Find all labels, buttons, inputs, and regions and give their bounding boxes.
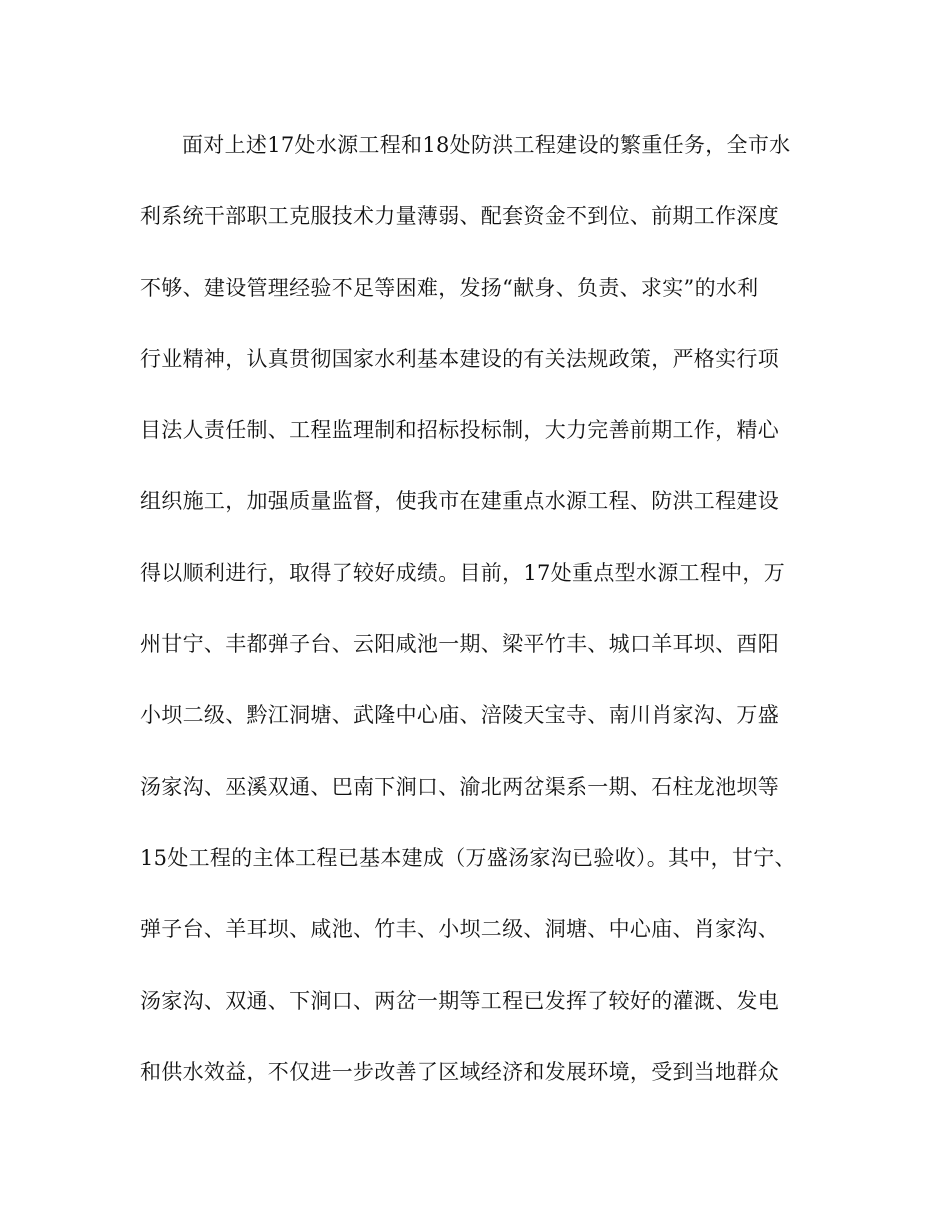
text-line: 得以顺利进行，取得了较好成绩。目前，17处重点型水源工程中，万 (140, 560, 786, 585)
text-line: 州甘宁、丰都弹子台、云阳咸池一期、梁平竹丰、城口羊耳坝、酉阳 (140, 632, 779, 657)
text-line: 小坝二级、黔江洞塘、武隆中心庙、涪陵天宝寺、南川肖家沟、万盛 (140, 703, 779, 728)
text-line: 汤家沟、双通、下涧口、两岔一期等工程已发挥了较好的灌溉、发电 (140, 988, 779, 1013)
text-line: 弹子台、羊耳坝、咸池、竹丰、小坝二级、洞塘、中心庙、肖家沟、 (140, 917, 779, 942)
text-line: 汤家沟、巫溪双通、巴南下涧口、渝北两岔渠系一期、石柱龙池坝等 (140, 774, 779, 799)
text-line: 行业精神，认真贯彻国家水利基本建设的有关法规政策，严格实行项 (140, 346, 779, 371)
body-paragraph (140, 124, 820, 1122)
text-line: 不够、建设管理经验不足等困难，发扬“献身、负责、求实”的水利 (140, 275, 759, 300)
text-line: 利系统干部职工克服技术力量薄弱、配套资金不到位、前期工作深度 (140, 204, 779, 229)
text-line: 目法人责任制、工程监理制和招标投标制，大力完善前期工作，精心 (140, 418, 779, 443)
text-line: 15处工程的主体工程已基本建成（万盛汤家沟已验收）。其中，甘宁、 (140, 845, 796, 870)
text-line: 面对上述17处水源工程和18处防洪工程建设的繁重任务，全市水 (182, 133, 791, 157)
text-line: 组织施工，加强质量监督，使我市在建重点水源工程、防洪工程建设 (140, 489, 779, 514)
text-line: 和供水效益，不仅进一步改善了区域经济和发展环境，受到当地群众 (140, 1059, 779, 1084)
